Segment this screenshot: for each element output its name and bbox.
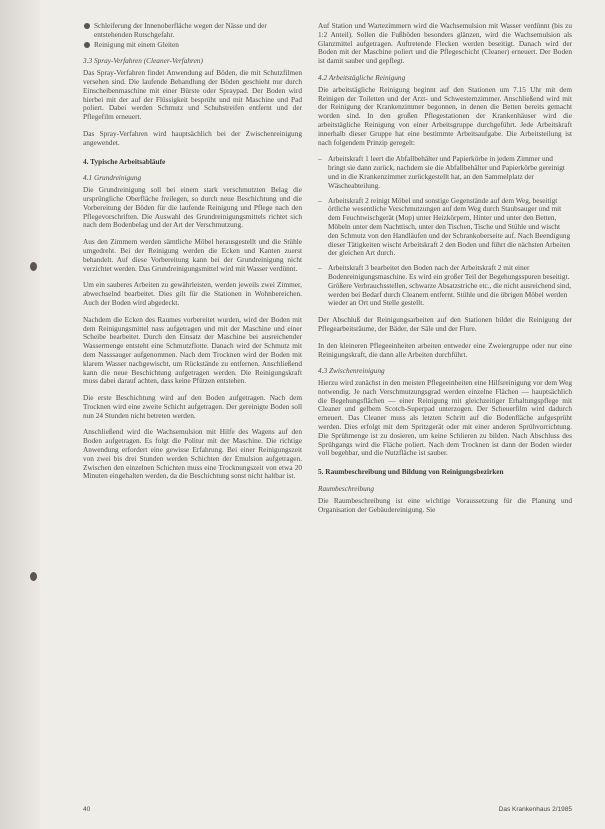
punch-hole: [30, 262, 37, 271]
paragraph: Anschließend wird die Wachsemulsion mit Hilfe des Wagens auf den Boden aufgetragen. Es folgt die Politur mit der Maschine. Die richtige Anwendung erfordert eine gewisse Erfahrung. Bei einer Reinigungszeit von zwei bis drei Stunden werden Schichten der Emulsion aufgetragen. Zwischen den einzelnen Schichten muss eine Trocknungszeit von etwa 20 Minuten eingehalten werden, da die Beschichtung sonst nicht haltbar ist.: [83, 427, 302, 481]
bullet-icon: [84, 23, 90, 29]
section-heading: 3.3 Spray-Verfahren (Cleaner-Verfahren): [83, 56, 203, 66]
paragraph: Der Abschluß der Reinigungsarbeiten auf den Stationen bildet die Reinigung der Pflegearbeitsräume, der Bäder, der Säle und der Flure.: [318, 315, 572, 333]
paragraph: Nachdem die Ecken des Raumes vorbereitet wurden, wird der Boden mit dem Reinigungsmittel nass aufgetragen und mit der Maschine und einer Scheibe bearbeitet. Durch den Einsatz der Maschine bei ausreichender Wassermenge entsteht eine Schmutzflotte. Danach wird der Schmutz mit dem Nasssauger aufgenommen. Nach dem Trocknen wird der Boden mit klarem Wasser nachgewischt, um Rückstände zu entfernen. Anschließend kann die neue Beschichtung aufgetragen werden. Die Reinigungskraft muss dabei darauf achten, dass keine Pfützen entstehen.: [83, 314, 302, 386]
paragraph: Auf Station und Wartezimmern wird die Wachsemulsion mit Wasser verdünnt (bis zu 1:2 Anteil). Sollen die Fußböden besonders glänzen, wird die Wachsemulsion als Glanzmittel aufgetragen. Auftretende Flecken werden beseitigt. Danach wird der Boden mit der Maschine poliert und die Pflegeschicht (Cleaner) erneuert. Der Boden ist damit sauber und gepflegt.: [318, 21, 572, 66]
binding-shadow: [0, 0, 40, 829]
page-number: 40: [83, 806, 91, 813]
paragraph: Die Grundreinigung soll bei einem stark verschmutzten Belag die ursprüngliche Oberfläche freilegen, so durch neue Beschichtung und die Vorbereitung der Böden für die laufende Reinigung und Pflege nach den Pflegevorschriften. Die Auswahl des Grundreinigungsmittels richtet sich nach dem Bodenbelag und der Art der Verschmutzung.: [83, 185, 302, 230]
left-column: [83, 22, 302, 489]
list-item-text: Arbeitskraft 3 bearbeitet den Boden nach der Arbeitskraft 2 mit einer Bodenreinigungsmaschine. Es wird ein großer Teil der Begehungsspuren beseitigt. Größere Verbrauchsstellen, schwarze Absatzstriche etc., die nicht ausreichend sind, werden bei Bedarf durch Cleanern entfernt. Stühle und die übrigen Möbel werden wieder an Ort und Stelle gestellt.: [328, 263, 572, 308]
paragraph: Aus den Zimmern werden sämtliche Möbel herausgestellt und die Stühle umgedreht. Bei der Reinigung werden die Ecken und Kanten zuerst behandelt. Auf diese Vorbereitung kann bei der Grundreinigung nicht verzichtet werden. Das Grundreinigungsmittel wird mit Wasser verdünnt.: [83, 237, 302, 273]
section-heading: 4.2 Arbeitstägliche Reinigung: [318, 72, 406, 82]
dash-list: [318, 155, 572, 308]
section-heading: 4. Typische Arbeitsabläufe: [83, 156, 166, 166]
paragraph: Das Spray-Verfahren wird hauptsächlich bei der Zwischenreinigung angewendet.: [83, 128, 302, 147]
dash-icon: –: [318, 154, 322, 164]
list-item-text: Arbeitskraft 2 reinigt Möbel und sonstige Gegenstände auf dem Weg, beseitigt örtliche wesentliche Verschmutzungen auf dem Weg durch Staubsauger und mit dem Feuchtwischgerät (Mop) unter Heizkörpern, Hinter und unter den Betten, Möbeln unter dem Nachttisch, unter den Tischen, Tische und Stühle und wischt den Schmutz von den Handläufen und der Schrankoberseite auf. Nach Beendigung dieser Tätigkeiten wischt Arbeitskraft 2 den Boden und führt die nächsten Arbeiten der gleichen Art durch.: [328, 195, 571, 258]
paragraph: Die erste Beschichtung wird auf den Boden aufgetragen. Nach dem Trocknen wird eine zweite Schicht aufgetragen. Der gereinigte Boden soll nun 24 Stunden nicht betreten werden.: [83, 393, 302, 420]
list-item-text: Reinigung mit einem Gleiten: [94, 39, 179, 49]
list-item-text: Arbeitskraft 1 leert die Abfallbehälter und Papierkörbe in jedem Zimmer und bringt sie dann zurück, nachdem sie die Abfallbehälter und Papierkörbe gereinigt und in die Krankenzimmer zurückgestellt hat, an den Sammelplatz der Wäscheabteilung.: [328, 154, 565, 190]
paragraph: Die arbeitstägliche Reinigung beginnt auf den Stationen um 7.15 Uhr mit dem Reinigen der Toiletten und der Arzt- und Schwesternzimmer. Anschließend wird mit der Reinigung der Krankenzimmer begonnen, in denen die Betten bereits gemacht worden sind. In den großen Pflegestationen der Krankenhäuser wird die arbeitstägliche Reinigung von einer Arbeitsgruppe durchgeführt. Jede Arbeitskraft innerhalb dieser Gruppe hat eine bestimmte Arbeitsaufgabe. Die Arbeitsteilung ist nach folgendem Prinzip geregelt:: [318, 84, 572, 147]
list-item: [318, 197, 572, 259]
section-heading: 4.1 Grundreinigung: [83, 173, 142, 183]
paragraph: Das Spray-Verfahren findet Anwendung auf Böden, die mit Schutzfilmen versehen sind. Die laufende Behandlung der Böden geschieht nur durch Einscheibenmaschine mit einer Bürste oder Spraypad. Der Boden wird hierbei mit der auf der Flüssigkeit besprüht und mit Maschine und Pad poliert. Dabei werden Schmutz und Schuhstreifen entfernt und der Pflegefilm erneuert.: [83, 68, 302, 122]
list-item: [83, 22, 302, 40]
section-heading: 4.3 Zwischenreinigung: [318, 366, 385, 376]
list-item: [318, 155, 572, 190]
paragraph: Hierzu wird zunächst in den meisten Pflegeeinheiten eine Hilfsreinigung vor dem Weg notwendig. Je nach Verschmutzungsgrad werden einzelne Flächen — hauptsächlich die Begehungsflächen — einer Reinigung mit gleichzeitiger Erhaltungspflege mit Cleaner und gelbem Scotch-Superpad unterzogen. Der Scheuerfilm wird dadurch erneuert. Das Cleaner muss als letzten Schritt auf die Bodenfläche aufgesprüht werden. Dies erfolgt mit dem Spritzgerät oder mit einer anderen Sprühvorrichtung. Die Sprühmenge ist zu dosieren, um keine Schlieren zu bilden. Nach Abschluss des Sprühgangs wird die Fläche poliert. Nach dem Trocknen ist dann der Boden wieder voll begehbar, und die Nutzfläche ist sauber.: [318, 378, 572, 458]
dash-icon: –: [318, 263, 322, 273]
dash-icon: –: [318, 195, 322, 205]
paragraph: In den kleineren Pflegeeinheiten arbeiten entweder eine Zweiergruppe oder nur eine Reinigungskraft, die dann alle Arbeiten durchführt.: [318, 340, 572, 359]
journal-source: Das Krankenhaus 2/1985: [498, 806, 572, 813]
bullet-icon: [84, 42, 90, 48]
paragraph: Die Raumbeschreibung ist eine wichtige Voraussetzung für die Planung und Organisation der Gebäudereinigung. Sie: [318, 495, 572, 514]
section-heading: 5. Raumbeschreibung und Bildung von Reinigungsbezirken: [318, 467, 504, 477]
punch-hole: [30, 572, 37, 581]
section-heading: Raumbeschreibung: [318, 484, 375, 494]
bullet-list: [83, 22, 302, 49]
paragraph: Um ein sauberes Arbeiten zu gewährleisten, werden jeweils zwei Zimmer, abwechselnd bearbeitet. Dies gilt für die Stationen in Wohnbereichen. Auch der Boden wird abgedeckt.: [83, 280, 302, 307]
list-item: [318, 264, 572, 308]
list-item: [83, 41, 302, 50]
list-item-text: Schleiferung der Innenoberfläche wegen der Nässe und der entstehenden Rutschgefahr.: [94, 21, 267, 39]
right-column: [318, 22, 572, 522]
